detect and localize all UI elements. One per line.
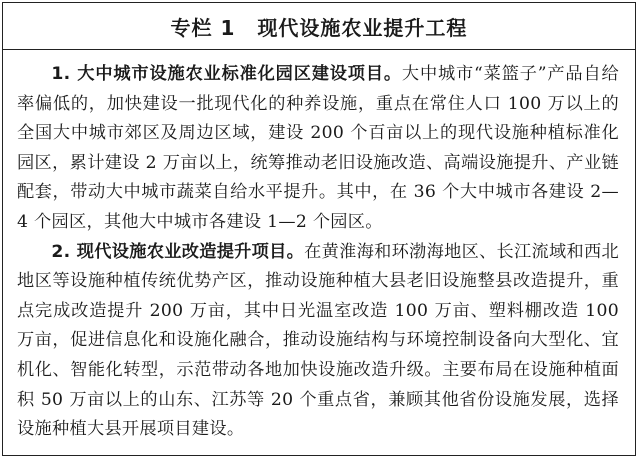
project-heading-2: 2. 现代设施农业改造提升项目。 (51, 241, 305, 262)
column-title: 现代设施农业提升工程 (257, 15, 468, 40)
column-body (3, 50, 635, 445)
project-text-1: 大中城市“菜篮子”产品自给率偏低的，加快建设一批现代化的种养设施，重点在常住人口 100 万以上的全国大中城市郊区及周边区域，建设 200 个百亩以上的现代设施种植标准化园区，累计建设 2 万亩以上，统筹推动老旧设施改造、高端设施提升、产业链配套，带动大中城市蔬菜自给水平提升。其中，在 36 个大中城市各建设 2—4 个园区，其他大中城市各建设 1—2 个园区。 (17, 64, 619, 232)
project-text-2: 在黄淮海和环渤海地区、长江流域和西北地区等设施种植传统优势产区，推动设施种植大县老旧设施整县改造提升，重点完成改造提升 200 万亩，其中日光温室改造 100 万亩、塑料棚改造 100 万亩，促进信息化和设施化融合，推动设施结构与环境控制设备向大型化、宜机化、智能化转型，示范带动各地加快设施改造升级。主要布局在设施种植面积 50 万亩以上的山东、江苏等 20 个重点省，兼顾其他省份设施发展，选择设施种植大县开展项目建设。 (17, 241, 619, 440)
project-heading-1: 1. 大中城市设施农业标准化园区建设项目。 (51, 64, 402, 84)
column-header (3, 3, 635, 50)
column-label: 专栏 1 (170, 15, 236, 40)
project-paragraph-1 (17, 60, 619, 238)
column-box (2, 2, 636, 456)
project-paragraph-2 (17, 238, 619, 445)
